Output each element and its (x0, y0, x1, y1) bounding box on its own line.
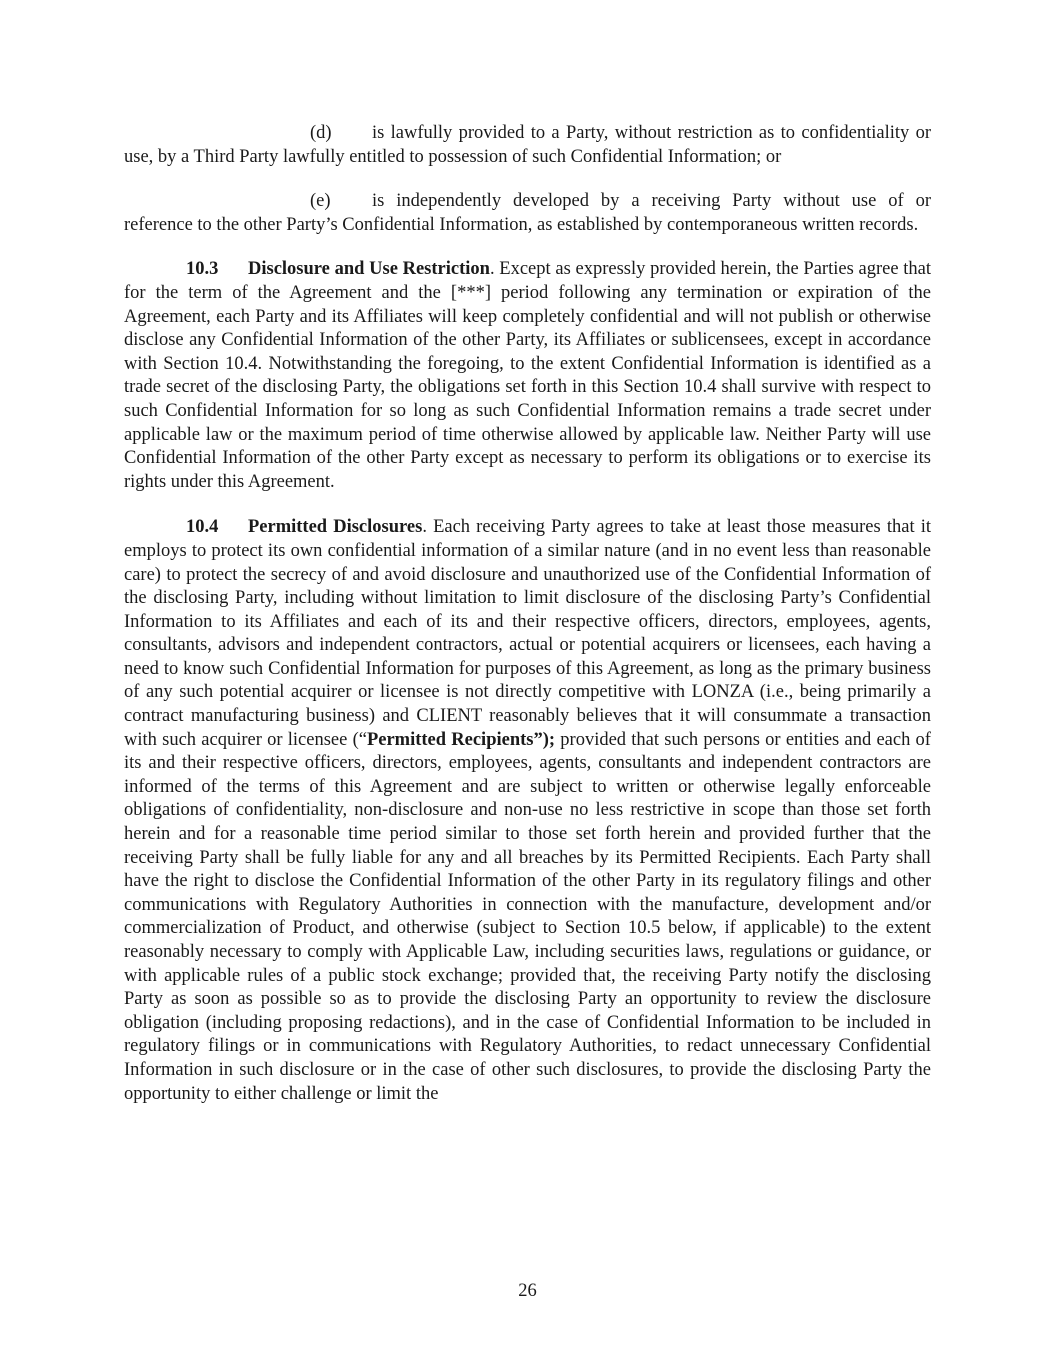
defined-term-close: ”); (533, 729, 556, 750)
clause-d (124, 122, 931, 169)
clause-d-text: is lawfully provided to a Party, without restriction as to confidentiality or use, by a Third Party lawfully entitled to possession of such Confidential Information; or (124, 123, 931, 167)
document-page (124, 122, 931, 1128)
clause-d-label: (d) (310, 123, 332, 143)
defined-term: Permitted Recipients (366, 729, 534, 750)
section-10-4 (124, 516, 931, 1106)
defined-term-open: (“ (352, 729, 367, 750)
section-10-4-number: 10.4 (186, 517, 219, 538)
section-10-3-number: 10.3 (186, 259, 219, 280)
section-10-4-body-part2: provided that such persons or entities and each of its and their respective officers, directors, employees, agents, consultants and independent contractors are informed of the terms of this Agreement and are subject to written or otherwise legally enforceable obligations of confidentiality, non-disclosure and non-use no less restrictive in scope than those set forth herein and for a reasonable time period similar to those set forth herein and provided further that the receiving Party shall be fully liable for any and all breaches by its Permitted Recipients. Each Party shall have the right to disclose the Confidential Information of the other Party in its regulatory filings and other communications with Regulatory Authorities in connection with the manufacture, development and/or commercialization of Product, and otherwise (subject to Section 10.5 below, if applicable) to the extent reasonably necessary to comply with Applicable Law, including securities laws, regulations or guidance, or with applicable rules of a public stock exchange; provided that, the receiving Party notify the disclosing Party as soon as possible so as to provide the disclosing Party an opportunity to review the disclosure obligation (including proposing redactions), and in the case of Confidential Information to be included in regulatory filings or in communications with Regulatory Authorities, to redact unnecessary Confidential Information in such disclosure or in the case of other such disclosures, to provide the disclosing Party the opportunity to either challenge or limit the (124, 729, 931, 1104)
section-10-3-heading: Disclosure and Use Restriction (248, 259, 490, 280)
clause-e (124, 190, 931, 237)
page-number: 26 (518, 1281, 537, 1301)
section-10-3 (124, 258, 931, 494)
clause-e-label: (e) (310, 191, 331, 212)
section-10-3-body: . Except as expressly provided herein, the Parties agree that for the term of the Agreement and the [***] period following any termination or expiration of the Agreement, each Party and its Affiliates will keep completely confidential and will not publish or otherwise disclose any Confidential Information of the other Party, its Affiliates or sublicensees, except in accordance with Section 10.4. Notwithstanding the foregoing, to the extent Confidential Information is identified as a trade secret of the disclosing Party, the obligations set forth in this Section 10.4 shall survive with respect to such Confidential Information for so long as such Confidential Information remains a trade secret under applicable law or the maximum period of time otherwise allowed by applicable law. Neither Party will use Confidential Information of the other Party except as necessary to perform its obligations or to exercise its rights under this Agreement. (124, 259, 931, 492)
section-10-4-heading: Permitted Disclosures (248, 517, 423, 538)
section-10-4-body-part1: . Each receiving Party agrees to take at least those measures that it employs to protect its own confidential information of a similar nature (and in no event less than reasonable care) to protect the secrecy of and avoid disclosure and unauthorized use of the Confidential Information of the disclosing Party, including without limitation to limit disclosure of the disclosing Party’s Confidential Information to its Affiliates and each of its and their respective officers, directors, employees, agents, consultants, advisors and independent contractors, actual or potential acquirers or licensees, each having a need to know such Confidential Information for purposes of this Agreement, as long as the primary business of any such potential acquirer or licensee is not directly competitive with LONZA (i.e., being primarily a contract manufacturing business) and CLIENT reasonably believes that it will consummate a transaction with such acquirer or licensee (124, 517, 932, 750)
clause-e-text: is independently developed by a receiving Party without use of or reference to the other Party’s Confidential Information, as established by contemporaneous written records. (124, 191, 931, 235)
